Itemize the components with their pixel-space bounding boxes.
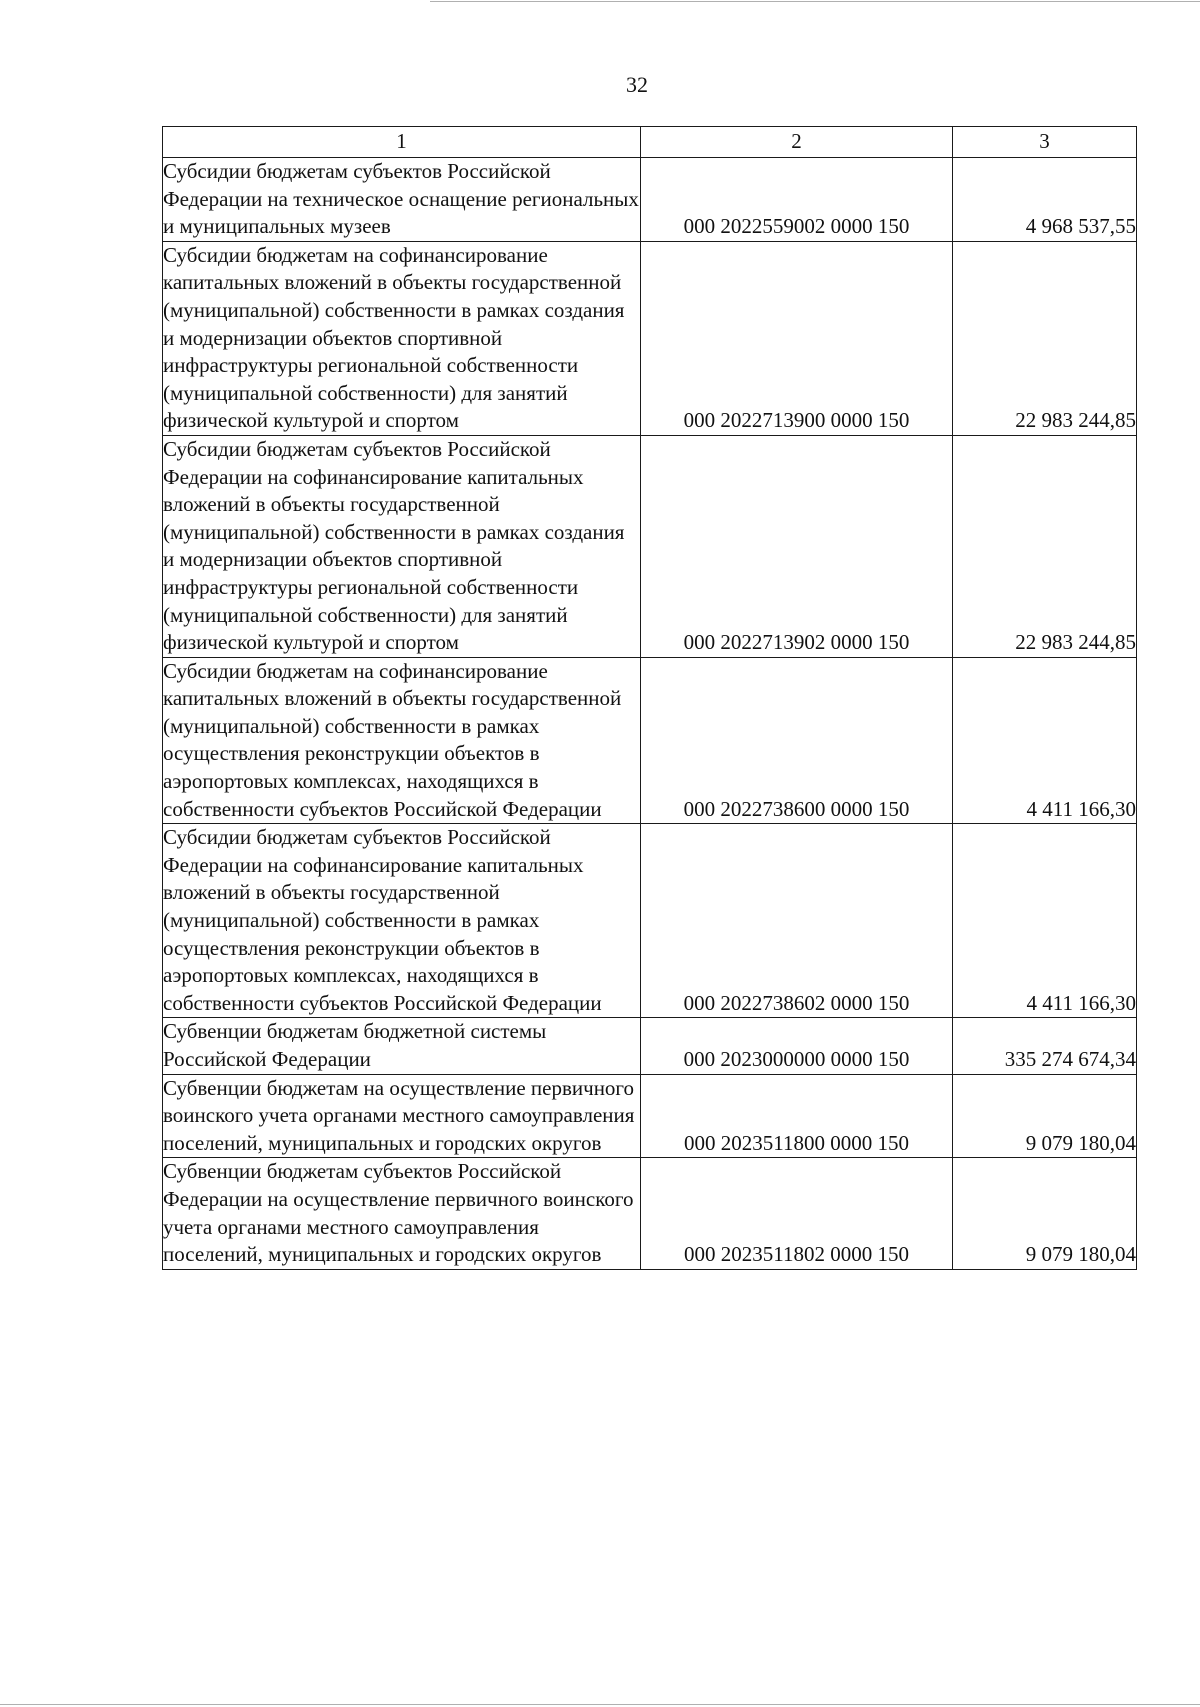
table-header-row	[163, 127, 1137, 158]
amount: 335 274 674,34	[953, 1018, 1137, 1074]
amount: 4 411 166,30	[953, 824, 1137, 1018]
table-row	[163, 657, 1137, 824]
amount: 22 983 244,85	[953, 241, 1137, 435]
budget-code: 000 2022713900 0000 150	[641, 241, 953, 435]
amount: 22 983 244,85	[953, 435, 1137, 657]
budget-code: 000 2023511802 0000 150	[641, 1158, 953, 1269]
income-name: Субвенции бюджетам субъектов Российской Федерации на осуществление первичного воинского учета органами местного самоуправления поселений, муниципальных и городских округов	[163, 1158, 641, 1269]
scan-edge-top	[430, 1, 1200, 2]
income-name: Субсидии бюджетам субъектов Российской Федерации на софинансирование капитальных вложений в объекты государственной (муниципальной) собственности в рамках осуществления реконструкции объектов в аэропортовых комплексах, находящихся в собственности субъектов Российской Федерации	[163, 824, 641, 1018]
budget-code: 000 2022559002 0000 150	[641, 158, 953, 242]
table-row	[163, 1074, 1137, 1158]
income-name: Субсидии бюджетам субъектов Российской Федерации на техническое оснащение региональных и муниципальных музеев	[163, 158, 641, 242]
table-row	[163, 1158, 1137, 1269]
amount: 9 079 180,04	[953, 1158, 1137, 1269]
budget-code: 000 2022738600 0000 150	[641, 657, 953, 824]
income-name: Субсидии бюджетам на софинансирование капитальных вложений в объекты государственной (муниципальной) собственности в рамках осуществления реконструкции объектов в аэропортовых комплексах, находящихся в собственности субъектов Российской Федерации	[163, 657, 641, 824]
budget-code: 000 2023000000 0000 150	[641, 1018, 953, 1074]
amount: 4 411 166,30	[953, 657, 1137, 824]
budget-code: 000 2022738602 0000 150	[641, 824, 953, 1018]
scan-edge-bottom	[0, 1704, 1200, 1705]
income-name: Субсидии бюджетам субъектов Российской Федерации на софинансирование капитальных вложений в объекты государственной (муниципальной) собственности в рамках создания и модернизации объектов спортивной инфраструктуры региональной собственности (муниципальной собственности) для занятий физической культурой и спортом	[163, 435, 641, 657]
amount: 4 968 537,55	[953, 158, 1137, 242]
budget-code: 000 2023511800 0000 150	[641, 1074, 953, 1158]
table-row	[163, 1018, 1137, 1074]
amount: 9 079 180,04	[953, 1074, 1137, 1158]
page-number: 32	[626, 72, 648, 97]
column-header-3: 3	[953, 127, 1137, 158]
column-header-2: 2	[641, 127, 953, 158]
table-row	[163, 824, 1137, 1018]
income-name: Субсидии бюджетам на софинансирование капитальных вложений в объекты государственной (муниципальной) собственности в рамках создания и модернизации объектов спортивной инфраструктуры региональной собственности (муниципальной собственности) для занятий физической культурой и спортом	[163, 241, 641, 435]
table-row	[163, 158, 1137, 242]
income-name: Субвенции бюджетам бюджетной системы Российской Федерации	[163, 1018, 641, 1074]
income-name: Субвенции бюджетам на осуществление первичного воинского учета органами местного самоуправления поселений, муниципальных и городских округов	[163, 1074, 641, 1158]
table-row	[163, 435, 1137, 657]
column-header-1: 1	[163, 127, 641, 158]
budget-code: 000 2022713902 0000 150	[641, 435, 953, 657]
budget-table	[162, 126, 1137, 1270]
table-row	[163, 241, 1137, 435]
